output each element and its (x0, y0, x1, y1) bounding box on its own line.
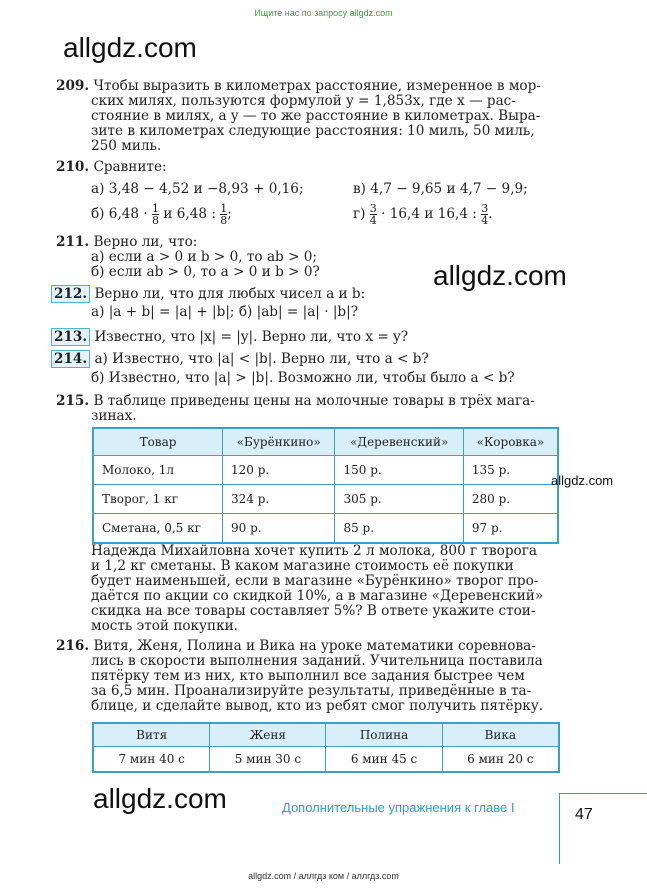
exercise-215-text: и 1,2 кг сметаны. В каком магазине стоимость её покупки (91, 558, 514, 574)
page-number: 47 (575, 806, 593, 823)
table-cell: Творог, 1 кг (93, 485, 223, 514)
table-row (93, 747, 559, 773)
exercise-209-line: ских милях, пользуются формулой y = 1,853x, где x — рас- (91, 93, 516, 109)
exercise-212-line: а) |a + b| = |a| + |b|; б) |ab| = |a| · |b|? (91, 304, 359, 320)
exercise-210-b: б) 6,48 · $\frac{1}{8}$ и 6,48 : $\frac{1}{8}$ ; (91, 202, 232, 227)
bottom-note: allgdz.com / аллгдз ком / аллгдз.com (248, 871, 399, 881)
fraction: $\frac{3}{4}$ (369, 202, 377, 227)
exercise-209-line: 250 миль. (91, 138, 162, 154)
exercise-215-text: даётся по акции со скидкой 10%, а в магазине «Деревенский» (91, 588, 544, 604)
table-row (93, 456, 558, 485)
watermark: allgdz.com (551, 473, 614, 488)
exercise-216-line: пятёрку тем из них, кто выполнил все задания быстрее чем (91, 668, 525, 684)
results-table (92, 722, 560, 773)
table-cell: 305 р. (335, 485, 463, 514)
page-number-frame (559, 793, 647, 864)
watermark: allgdz.com (93, 783, 227, 814)
fraction: $\frac{1}{8}$ (152, 202, 160, 227)
table-cell: 150 р. (335, 456, 463, 485)
table-row (93, 514, 558, 544)
exercise-215-text: будет наименьшей, если в магазине «Бурёнкино» творог про- (91, 573, 539, 589)
table-cell: 120 р. (223, 456, 335, 485)
table-header-cell: «Бурёнкино» (223, 428, 335, 456)
table-header-row (93, 723, 559, 747)
table-header-cell: Товар (93, 428, 223, 456)
exercise-213: 213. Известно, что |x| = |y|. Верно ли, что x = y? (51, 329, 408, 345)
table-cell: 324 р. (223, 485, 335, 514)
exercise-211-line: 211. Верно ли, что: (56, 234, 198, 250)
table-header-cell: Женя (210, 723, 326, 747)
exercise-216-line: 216. Витя, Женя, Полина и Вика на уроке математики соревнова- (56, 638, 536, 654)
top-note: Ищите нас по запросу allgdz.com (254, 8, 393, 18)
exercise-215-line: 215. В таблице приведены цены на молочные товары в трёх мага- (56, 393, 535, 409)
prices-table (92, 427, 559, 544)
table-header-cell: Полина (326, 723, 442, 747)
watermark: allgdz.com (433, 260, 567, 291)
table-cell: 135 р. (463, 456, 558, 485)
exercise-216-line: блице, и сделайте вывод, кто из ребят смог получить пятёрку. (91, 698, 544, 714)
exercise-210-v: в) 4,7 − 9,65 и 4,7 − 9,9; (353, 181, 528, 197)
table-cell: 280 р. (463, 485, 558, 514)
table-cell: 7 мин 40 с (93, 747, 210, 773)
exercise-210-title: 210. Сравните: (56, 159, 167, 175)
exercise-209-line: зите в километрах следующие расстояния: 10 миль, 50 миль, (91, 123, 535, 139)
table-row (93, 485, 558, 514)
table-header-row (93, 428, 558, 456)
exercise-215-line: зинах. (91, 408, 137, 424)
exercise-214-line: 214. а) Известно, что |a| < |b|. Верно ли, что a < b? (51, 351, 429, 367)
exercise-215-text: мость этой покупки. (91, 618, 238, 634)
table-header-cell: «Коровка» (463, 428, 558, 456)
fraction: $\frac{3}{4}$ (481, 202, 489, 227)
exercise-210-g: г) $\frac{3}{4}$ · 16,4 и 16,4 : $\frac{3}{4}$ . (353, 202, 493, 227)
table-cell: 97 р. (463, 514, 558, 544)
table-cell: Молоко, 1л (93, 456, 223, 485)
exercise-212-line: 212. Верно ли, что для любых чисел a и b: (51, 286, 365, 302)
exercise-215-text: скидка на все товары составляет 5%? В ответе укажите стои- (91, 603, 536, 619)
exercise-211-line: б) если ab > 0, то a > 0 и b > 0? (91, 264, 320, 280)
exercise-216-line: за 6,5 мин. Проанализируйте результаты, приведённые в та- (91, 683, 532, 699)
table-header-cell: «Деревенский» (335, 428, 463, 456)
table-cell: 90 р. (223, 514, 335, 544)
exercise-211-line: а) если a > 0 и b > 0, то ab > 0; (91, 249, 318, 265)
watermark: allgdz.com (63, 32, 197, 63)
table-cell: 5 мин 30 с (210, 747, 326, 773)
exercise-215-text: Надежда Михайловна хочет купить 2 л молока, 800 г творога (91, 543, 537, 559)
table-cell: 85 р. (335, 514, 463, 544)
table-header-cell: Витя (93, 723, 210, 747)
table-header-cell: Вика (442, 723, 559, 747)
exercise-210-a: а) 3,48 − 4,52 и −8,93 + 0,16; (91, 181, 304, 197)
exercise-214-line: б) Известно, что |a| > |b|. Возможно ли, чтобы было a < b? (91, 370, 515, 386)
exercise-209-line: стояние в милях, а y — то же расстояние в километрах. Выра- (91, 108, 541, 124)
table-cell: 6 мин 45 с (326, 747, 442, 773)
chapter-footer: Дополнительные упражнения к главе I (282, 800, 515, 815)
table-cell: Сметана, 0,5 кг (93, 514, 223, 544)
table-cell: 6 мин 20 с (442, 747, 559, 773)
exercise-216-line: лись в скорости выполнения заданий. Учительница поставила (91, 653, 543, 669)
exercise-209-line: 209. Чтобы выразить в километрах расстояние, измеренное в мор- (56, 78, 541, 94)
fraction: $\frac{1}{8}$ (220, 202, 228, 227)
